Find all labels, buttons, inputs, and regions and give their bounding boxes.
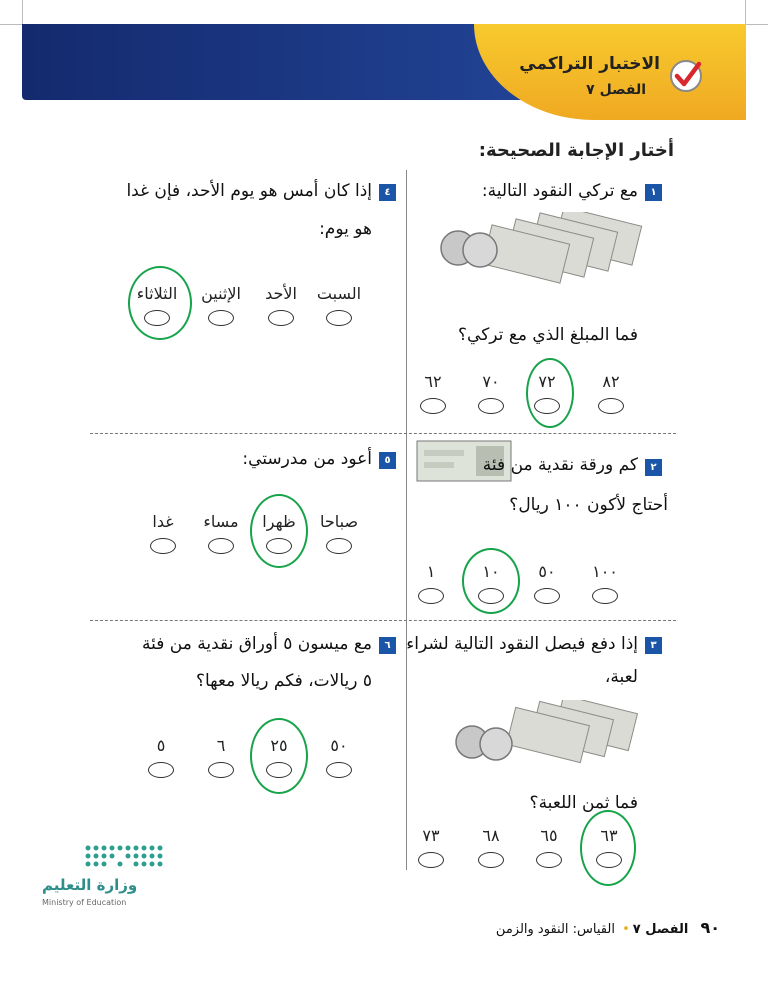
option-bubble[interactable] [208, 310, 234, 326]
row-divider [90, 620, 676, 621]
answer-option[interactable] [196, 734, 246, 778]
page-number: ٩٠ [700, 918, 720, 937]
option-bubble[interactable] [208, 762, 234, 778]
crop-mark [745, 0, 746, 24]
answer-circle [580, 810, 636, 886]
option-label: ٦٣ [600, 826, 618, 845]
answer-circle [526, 358, 574, 428]
option-bubble[interactable] [534, 588, 560, 604]
option-label: ٥٠ [538, 562, 556, 581]
answer-option[interactable] [406, 824, 456, 868]
question-text: إذا دفع فيصل النقود التالية لشراء [406, 634, 638, 654]
answer-option[interactable] [406, 560, 456, 604]
crop-mark [22, 0, 23, 24]
answer-option[interactable] [196, 282, 246, 326]
question-text: أعود من مدرستي: [242, 449, 372, 469]
question-number: ٣ [645, 637, 662, 654]
answer-option[interactable] [196, 510, 246, 554]
money-image [444, 700, 644, 776]
question-text: إذا كان أمس هو يوم الأحد، فإن غدا [126, 181, 372, 201]
question-text: كم ورقة نقدية من فئة [482, 455, 638, 475]
option-label: ٦٢ [424, 372, 442, 391]
answer-option[interactable] [466, 370, 516, 414]
header-title: الاختبار التراكمي [519, 54, 660, 74]
question-number: ٤ [379, 184, 396, 201]
answer-option[interactable] [314, 282, 364, 326]
option-bubble[interactable] [418, 852, 444, 868]
answer-circle [462, 548, 520, 614]
question-number: ٢ [645, 459, 662, 476]
ministry-name-english: Ministry of Education [42, 898, 127, 907]
question-text: أحتاج لأكون ١٠٠ ريال؟ [509, 495, 668, 515]
option-bubble[interactable] [326, 762, 352, 778]
answer-option[interactable] [138, 510, 188, 554]
option-bubble[interactable] [148, 762, 174, 778]
option-label: ٨٢ [602, 372, 620, 391]
option-bubble[interactable] [420, 398, 446, 414]
question-text: مع ميسون ٥ أوراق نقدية من فئة [142, 634, 372, 654]
option-label: ٧٠ [482, 372, 500, 391]
question-number: ٦ [379, 637, 396, 654]
footer-topic: القياس: النقود والزمن [495, 922, 615, 937]
option-bubble[interactable] [592, 588, 618, 604]
option-bubble[interactable] [418, 588, 444, 604]
question-number: ١ [645, 184, 662, 201]
option-label: ٢٥ [270, 736, 288, 755]
option-bubble[interactable] [478, 398, 504, 414]
option-bubble[interactable] [208, 538, 234, 554]
option-label: الإثنين [201, 284, 241, 303]
footer-chapter: الفصل ٧ [632, 922, 689, 937]
option-label: ٦٨ [482, 826, 500, 845]
option-bubble[interactable] [150, 538, 176, 554]
checkmark-icon [668, 58, 704, 94]
option-label: السبت [316, 284, 362, 303]
question-prompt: فما المبلغ الذي مع تركي؟ [458, 325, 638, 345]
answer-option[interactable] [256, 282, 306, 326]
answer-option[interactable] [314, 734, 364, 778]
question-text: مع تركي النقود التالية: [481, 181, 638, 201]
option-label: ١ [426, 562, 436, 581]
option-label: ٧٣ [422, 826, 440, 845]
option-bubble[interactable] [326, 310, 352, 326]
option-label: ٥ [156, 736, 166, 755]
option-label: ٧٢ [538, 372, 556, 391]
option-label: غدا [152, 512, 174, 531]
question-text: ٥ ريالات، فكم ريالا معها؟ [195, 671, 372, 691]
answer-circle [128, 266, 192, 340]
answer-option[interactable] [314, 510, 364, 554]
option-label: ٥٠ [330, 736, 348, 755]
option-label: ١٠٠ [592, 562, 618, 581]
option-label: الأحد [265, 284, 297, 303]
option-bubble[interactable] [536, 852, 562, 868]
option-label: الثلاثاء [136, 284, 178, 303]
question-prompt: فما ثمن اللعبة؟ [529, 793, 638, 813]
answer-circle [250, 494, 308, 568]
answer-option[interactable] [524, 824, 574, 868]
column-divider [406, 170, 407, 870]
option-label: صباحا [319, 512, 359, 531]
question-number: ٥ [379, 452, 396, 469]
option-bubble[interactable] [268, 310, 294, 326]
chapter-label: الفصل ٧ [586, 82, 646, 98]
answer-option[interactable] [522, 560, 572, 604]
row-divider [90, 433, 676, 434]
ministry-name-arabic: وزارة التعليم [42, 876, 138, 894]
page-footer [496, 918, 720, 937]
option-label: ١٠ [482, 562, 500, 581]
header-tab [474, 24, 746, 120]
option-label: مساء [203, 512, 239, 531]
option-label: ٦٥ [540, 826, 558, 845]
instruction-heading: أختار الإجابة الصحيحة: [478, 140, 674, 161]
answer-option[interactable] [466, 824, 516, 868]
crop-mark [746, 24, 768, 25]
option-label: ٦ [216, 736, 226, 755]
answer-option[interactable] [580, 560, 630, 604]
option-bubble[interactable] [326, 538, 352, 554]
question-text: لعبة، [604, 667, 638, 687]
crop-mark [0, 24, 22, 25]
answer-option[interactable] [136, 734, 186, 778]
option-bubble[interactable] [598, 398, 624, 414]
footer-separator: • [622, 922, 630, 937]
answer-option[interactable] [586, 370, 636, 414]
option-bubble[interactable] [478, 852, 504, 868]
answer-circle [250, 718, 308, 794]
money-image [428, 212, 648, 288]
answer-option[interactable] [408, 370, 458, 414]
question-text: هو يوم: [319, 219, 372, 239]
option-label: ظهرا [262, 512, 296, 531]
